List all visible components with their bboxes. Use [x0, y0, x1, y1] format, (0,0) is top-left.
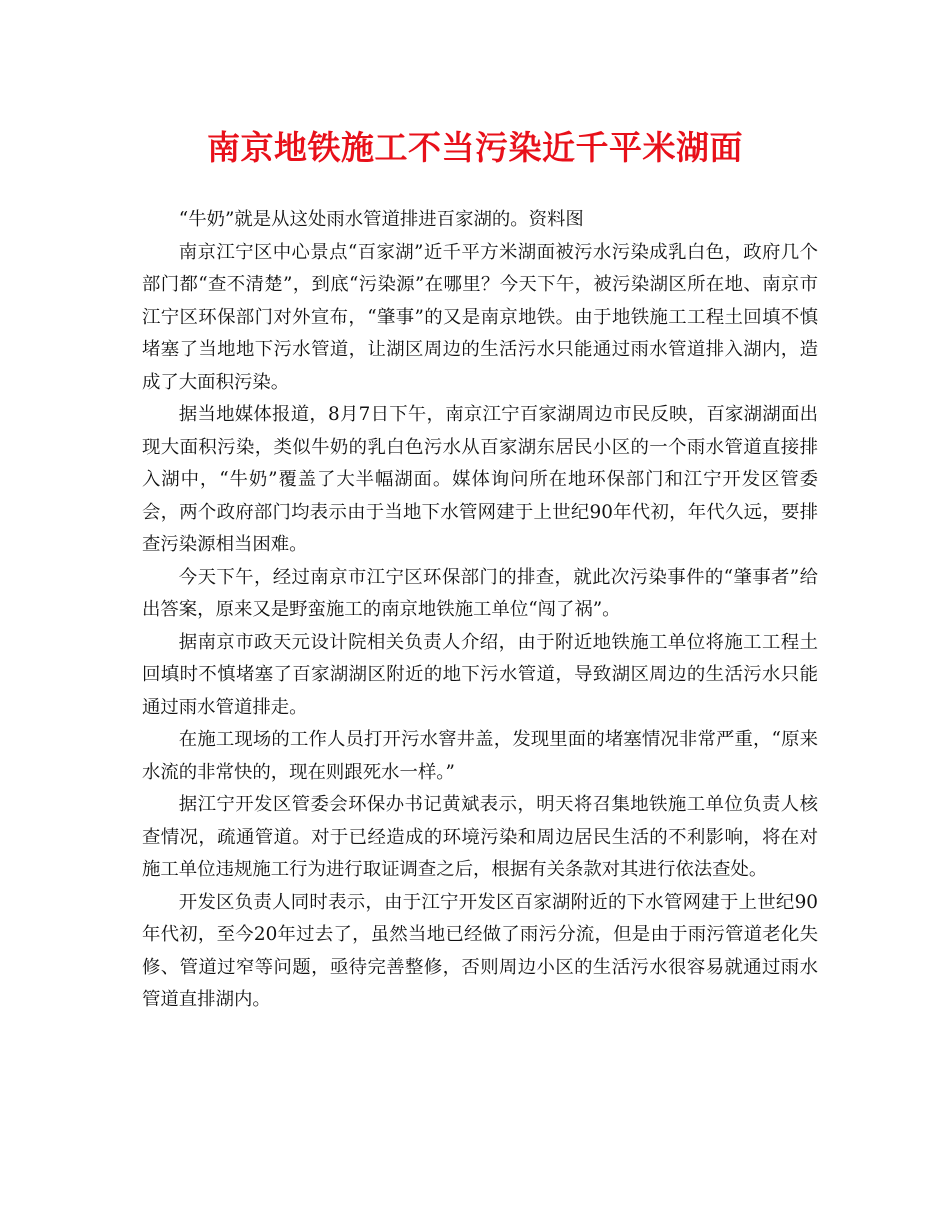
paragraph: 据江宁开发区管委会环保办书记黄斌表示，明天将召集地铁施工单位负责人核查情况，疏通管道。对于已经造成的环境污染和周边居民生活的不利影响，将在对施工单位违规施工行为进行取证调查之后，根据有关条款对其进行依法查处。 — [142, 794, 818, 880]
paragraph: 南京江宁区中心景点“百家湖”近千平方米湖面被污水污染成乳白色，政府几个部门都“查不清楚”，到底“污染源”在哪里？今天下午，被污染湖区所在地、南京市江宁区环保部门对外宣布，“肇事”的又是南京地铁。由于地铁施工工程土回填不慎堵塞了当地地下污水管道，让湖区周边的生活污水只能通过雨水管道排入湖内，造成了大面积污染。 — [142, 241, 818, 393]
paragraph: 在施工现场的工作人员打开污水窨井盖，发现里面的堵塞情况非常严重，“原来水流的非常快的，现在则跟死水一样。” — [142, 729, 818, 783]
paragraph: 据南京市政天元设计院相关负责人介绍，由于附近地铁施工单位将施工工程土回填时不慎堵塞了百家湖湖区附近的地下污水管道，导致湖区周边的生活污水只能通过雨水管道排走。 — [142, 631, 818, 718]
paragraph-caption: “牛奶”就是从这处雨水管道排进百家湖的。资料图 — [178, 209, 584, 230]
article-body — [142, 204, 818, 1017]
document-title: 南京地铁施工不当污染近千平米湖面 — [207, 128, 743, 167]
paragraph: 今天下午，经过南京市江宁区环保部门的排查，就此次污染事件的“肇事者”给出答案，原来又是野蛮施工的南京地铁施工单位“闯了祸”。 — [142, 566, 818, 620]
paragraph: 据当地媒体报道，8月7日下午，南京江宁百家湖周边市民反映，百家湖湖面出现大面积污染，类似牛奶的乳白色污水从百家湖东居民小区的一个雨水管道直接排入湖中，“牛奶”覆盖了大半幅湖面。媒体询问所在地环保部门和江宁开发区管委会，两个政府部门均表示由于当地下水管网建于上世纪90年代初，年代久远，要排查污染源相当困难。 — [142, 404, 818, 555]
paragraph: 开发区负责人同时表示，由于江宁开发区百家湖附近的下水管网建于上世纪90年代初，至今20年过去了，虽然当地已经做了雨污分流，但是由于雨污管道老化失修、管道过窄等问题，亟待完善整修，否则周边小区的生活污水很容易就通过雨水管道直排湖内。 — [142, 891, 818, 1010]
